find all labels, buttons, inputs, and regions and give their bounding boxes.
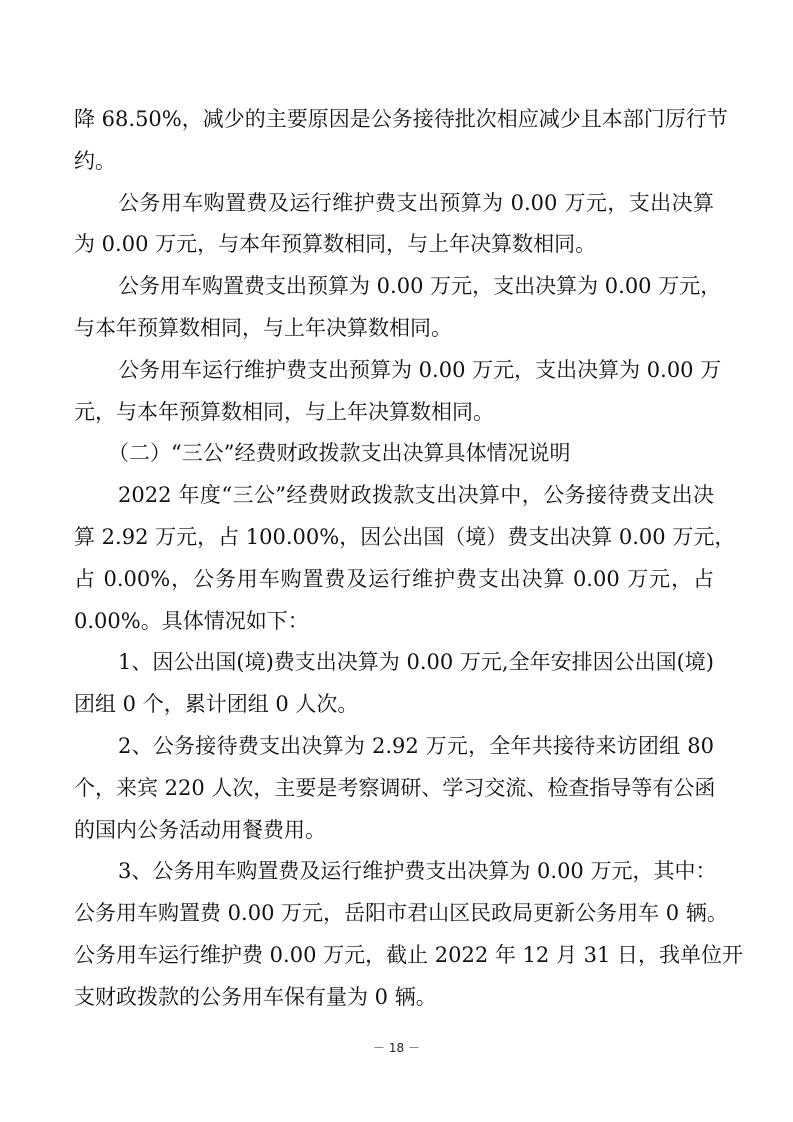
paragraph-line: 3、公务用车购置费及运行维护费支出决算为 0.00 万元，其中： [118, 859, 717, 883]
paragraph-line: 与本年预算数相同，与上年决算数相同。 [74, 316, 452, 340]
paragraph-line: 占 0.00%，公务用车购置费及运行维护费支出决算 0.00 万元，占 [74, 567, 714, 591]
paragraph-line: 公务用车运行维护费支出预算为 0.00 万元，支出决算为 0.00 万 [118, 358, 722, 382]
paragraph-line: 公务用车购置费 0.00 万元，岳阳市君山区民政局更新公务用车 0 辆。 [74, 901, 728, 925]
paragraph-line: 2、公务接待费支出决算为 2.92 万元，全年共接待来访团组 80 [118, 734, 714, 758]
paragraph-line: 0.00%。具体情况如下： [74, 609, 309, 633]
paragraph-line: 支财政拨款的公务用车保有量为 0 辆。 [74, 985, 437, 1009]
paragraph-line: 算 2.92 万元，占 100.00%，因公出国（境）费支出决算 0.00 万元， [74, 525, 736, 549]
paragraph-line: 个，来宾 220 人次，主要是考察调研、学习交流、检查指导等有公函 [74, 776, 716, 800]
paragraph-line: 元，与本年预算数相同，与上年决算数相同。 [74, 400, 494, 424]
paragraph-line: 降 68.50%，减少的主要原因是公务接待批次相应减少且本部门厉行节 [74, 107, 728, 131]
paragraph-line: 约。 [74, 149, 116, 173]
page-number: － 18 － [373, 1041, 420, 1055]
paragraph-line: 1、因公出国(境)费支出决算为 0.00 万元,全年安排因公出国(境) [118, 650, 714, 674]
paragraph-line: 2022 年度“三公”经费财政拨款支出决算中，公务接待费支出决 [118, 483, 714, 507]
paragraph-line: 公务用车购置费及运行维护费支出预算为 0.00 万元，支出决算 [118, 191, 714, 215]
paragraph-line: 的国内公务活动用餐费用。 [74, 818, 326, 842]
paragraph-line: 团组 0 个，累计团组 0 人次。 [74, 692, 359, 716]
paragraph-line: 公务用车运行维护费 0.00 万元，截止 2022 年 12 月 31 日，我单位开 [74, 943, 744, 967]
paragraph-line: 为 0.00 万元，与本年预算数相同，与上年决算数相同。 [74, 232, 597, 256]
paragraph-line: 公务用车购置费支出预算为 0.00 万元，支出决算为 0.00 万元， [118, 274, 722, 298]
section-heading: （二）“三公”经费财政拨款支出决算具体情况说明 [108, 441, 571, 465]
